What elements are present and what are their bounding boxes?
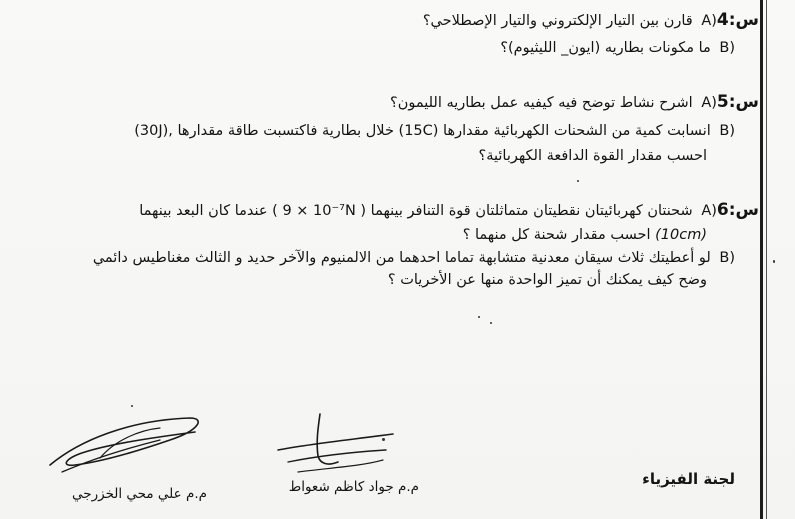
q5-b-line2: احسب مقدار القوة الدافعة الكهربائية؟ <box>478 148 707 164</box>
q6-a-text-1: شحنتان كهربائيتان نقطيتان متماثلتان قوة التنافر بينهما <box>370 203 693 219</box>
q5-label: س5: <box>716 92 759 112</box>
q6-a-text-2: عندما كان البعد بينهما <box>139 203 268 219</box>
page-border-line-thin <box>766 0 767 519</box>
scan-speck <box>478 316 480 318</box>
q6-a-distance: (10cm) <box>655 227 707 243</box>
q4-b-text: ما مكونات بطاريه (ايون_ الليثيوم)؟ <box>500 40 711 56</box>
committee-title: لجنة الفيزياء <box>642 470 735 488</box>
q4-a-mark: A) <box>701 13 717 29</box>
q4-a-text: قارن بين التيار الإلكتروني والتيار الإصطلاحي؟ <box>422 13 693 29</box>
q6-part-a-line2 <box>463 225 707 245</box>
page-border-line <box>760 0 763 519</box>
q5-b-mark: B) <box>719 123 735 139</box>
q5-a-text: اشرح نشاط توضح فيه كيفيه عمل بطاريه الليمون؟ <box>390 95 693 111</box>
q6-a-mark: A) <box>701 203 717 219</box>
q5-a-mark: A) <box>701 95 717 111</box>
scan-speck <box>490 322 492 324</box>
q6-b-mark: B) <box>719 250 735 266</box>
q6-part-b-line2 <box>388 270 707 290</box>
signature-left-scribble <box>40 410 210 480</box>
q6-b-line2: وضح كيف يمكنك أن تميز الواحدة منها عن الأخريات ؟ <box>387 272 707 288</box>
q6-a-force: ( 9 × 10⁻⁷N ) <box>272 203 367 219</box>
q5-b-energy: (30J), <box>134 123 173 139</box>
teacher-name-middle: م.م جواد كاظم شعواط <box>288 479 419 495</box>
q5-b-text-1: انسابت كمية من الشحنات الكهربائية مقدارها <box>443 123 711 139</box>
q6-a-line2: احسب مقدار شحنة كل منهما ؟ <box>462 227 651 243</box>
q6-b-line1: لو أعطيتك ثلاث سيقان معدنية متشابهة تماما احدهما من الالمنيوم والآخر حديد و الثالث مغناطيس دائمي <box>92 250 711 266</box>
scan-speck <box>773 260 775 263</box>
scan-speck <box>577 180 579 182</box>
q4-label: س4: <box>716 10 759 30</box>
q5-b-text-2: خلال بطارية فاكتسبت طاقة مقدارها <box>177 123 394 139</box>
q4-part-a <box>423 10 759 31</box>
q5-part-b-line2 <box>479 146 707 166</box>
q5-b-charge: (15C) <box>398 123 439 139</box>
q6-part-b <box>93 248 735 268</box>
q5-part-a <box>390 92 759 113</box>
q4-part-b <box>500 38 735 58</box>
q6-part-a <box>139 200 759 221</box>
scan-speck <box>131 405 133 407</box>
q5-part-b <box>134 121 735 141</box>
q4-b-mark: B) <box>719 40 735 56</box>
teacher-name-left: م.م علي محي الخزرجي <box>72 486 207 502</box>
signature-middle-scribble <box>268 410 408 480</box>
q6-label: س6: <box>716 200 759 220</box>
